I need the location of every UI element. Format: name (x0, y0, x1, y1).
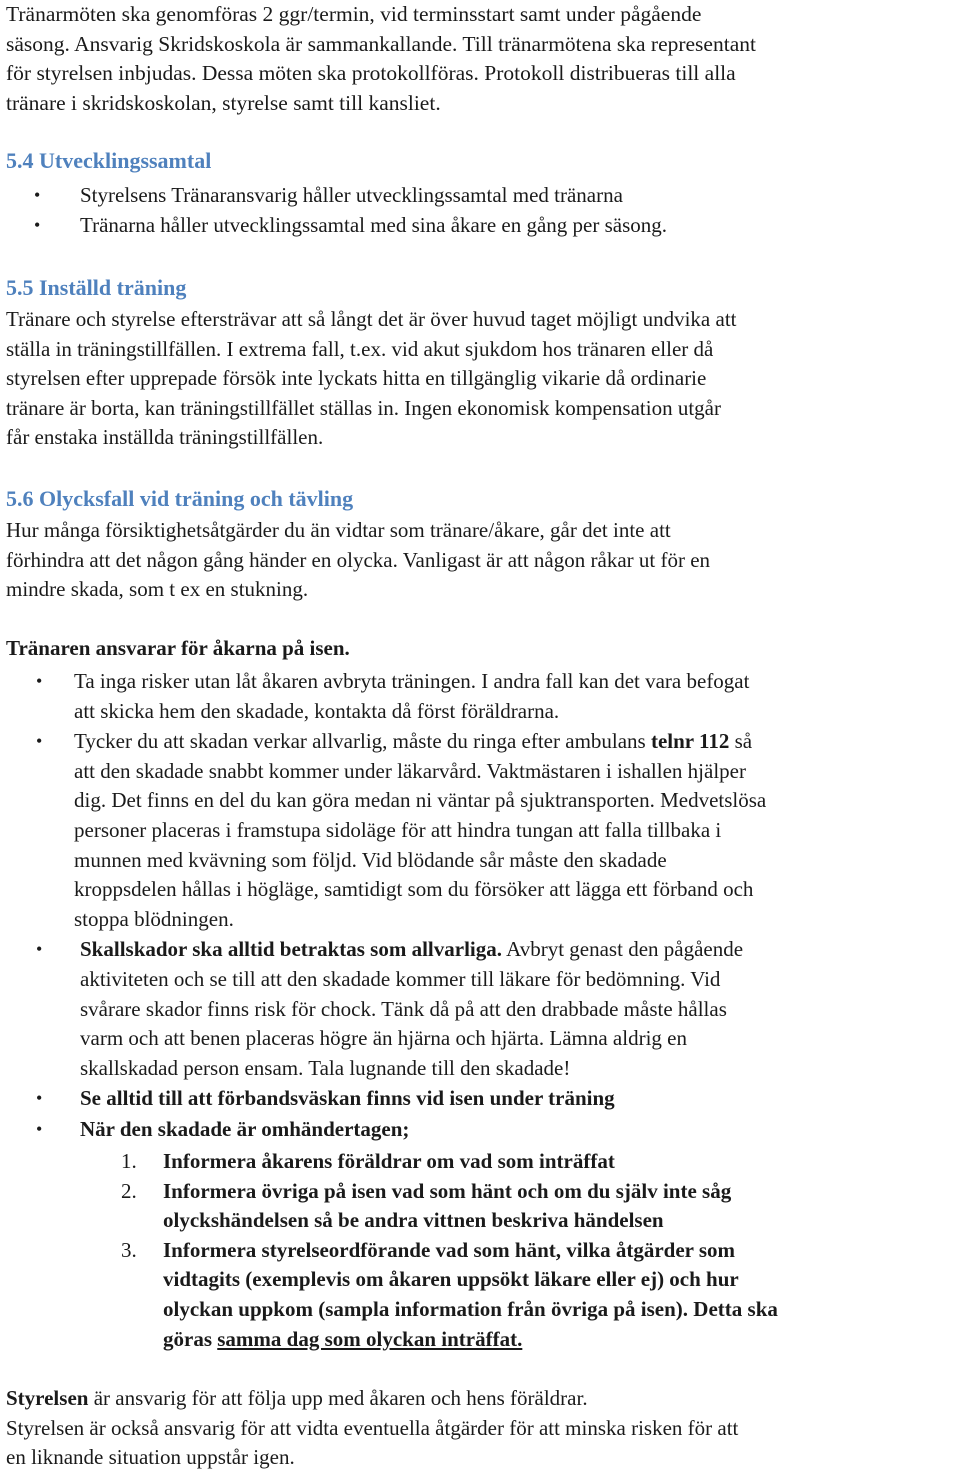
text-line: tränare är borta, kan träningstillfället ställas in. Ingen ekonomisk kompensation utgår (6, 395, 721, 420)
heading-5-4: 5.4 Utvecklingssamtal (6, 148, 212, 173)
list-item-text (163, 1325, 941, 1355)
list-item-text: munnen med kvävning som följd. Vid blödande sår måste den skadade (74, 847, 667, 872)
responsibility-heading: Tränaren ansvarar för åkarna på isen. (6, 636, 350, 660)
list-item (34, 211, 934, 241)
list-item-text: Informera åkarens föräldrar om vad som inträffat (163, 1149, 615, 1173)
bullet-icon: • (36, 731, 43, 752)
text-line: får enstaka inställda träningstillfällen. (6, 425, 324, 449)
list-item-text: skallskadad person ensam. Tala lugnande till den skadade! (80, 1055, 571, 1080)
list-item (6, 667, 960, 726)
list-item-text: svårare skador finns risk för chock. Tänk då på att den drabbade måste hållas (80, 996, 727, 1021)
bullet-icon: • (34, 214, 41, 235)
list-item-text: Informera övriga på isen vad som hänt och om du själv inte såg (163, 1178, 732, 1203)
list-item-text: kroppsdelen hållas i högläge, samtidigt som du försöker att lägga ett förband och (74, 877, 754, 902)
text-fragment: så (729, 729, 753, 754)
text-line: Tränare och styrelse eftersträvar att så långt det är över huvud taget möjligt undvika att (6, 307, 737, 331)
list-item-text: att skicka hem den skadade, kontakta då först föräldrarna. (74, 698, 560, 723)
list-item (121, 1236, 941, 1354)
list-item-text: olyckan uppkom (sampla information från övriga på isen). Detta ska (163, 1296, 778, 1321)
bullet-icon: • (36, 1088, 43, 1109)
list-item-text (80, 935, 960, 965)
list-5-6 (6, 667, 960, 1145)
list-item-text: Styrelsens Tränaransvarig håller utvecklingssamtal med tränarna (80, 183, 623, 207)
underlined-text: samma dag som olyckan inträffat. (217, 1326, 523, 1351)
emergency-number: telnr 112 (650, 729, 730, 754)
intro-line: Tränarmöten ska genomföras 2 ggr/termin, vid terminsstart samt under pågående (6, 2, 702, 26)
text-fragment: Tycker du att skadan verkar allvarlig, måste du ringa efter ambulans (74, 729, 651, 754)
list-item (121, 1177, 941, 1236)
step-number: 3. (121, 1237, 137, 1262)
list-item-text: Se alltid till att förbandsväskan finns vid isen under träning (80, 1086, 615, 1111)
text-line: Styrelsen är också ansvarig för att vidta eventuella åtgärder för att minska risken för att (6, 1415, 739, 1440)
list-item-text: Ta inga risker utan låt åkaren avbryta träningen. I andra fall kan det vara befogat (74, 669, 750, 693)
list-item-text: varm och att benen placeras högre än hjärna och hjärta. Lämna aldrig en (80, 1026, 687, 1051)
list-item-text: stoppa blödningen. (74, 906, 234, 931)
list-item-text: Informera styrelseordförande vad som hänt, vilka åtgärder som (163, 1237, 736, 1262)
text-line: mindre skada, som t ex en stukning. (6, 577, 309, 601)
list-item-text: vidtagits (exemplevis om åkaren uppsökt läkare eller ej) och hur (163, 1267, 739, 1292)
step-number: 1. (121, 1149, 137, 1173)
text-fragment: Avbryt genast den pågående (502, 937, 744, 962)
text-line: Hur många försiktighetsåtgärder du än vidtar som tränare/åkare, går det inte att (6, 518, 671, 542)
list-item (6, 935, 960, 1083)
text-line: en liknande situation uppstår igen. (6, 1445, 295, 1469)
list-item (6, 1115, 960, 1145)
text-line: förhindra att det någon gång händer en olycka. Vanligast är att någon råkar ut för en (6, 547, 711, 572)
board-paragraph (6, 1384, 956, 1473)
list-item-text (74, 727, 960, 757)
text-line (6, 1384, 956, 1414)
paragraph-5-6 (6, 516, 956, 605)
list-5-4 (34, 181, 934, 240)
heading-5-5: 5.5 Inställd träning (6, 275, 187, 300)
bullet-icon: • (36, 1118, 43, 1139)
bullet-icon: • (34, 185, 41, 205)
list-item (6, 727, 960, 934)
text-line: ställa in träningstillfällen. I extrema fall, t.ex. vid akut sjukdom hos tränaren eller då (6, 336, 714, 361)
list-item-text: olyckshändelsen så be andra vittnen beskriva händelsen (163, 1208, 664, 1233)
text-fragment: Styrelsen (6, 1386, 89, 1410)
intro-line: för styrelsen inbjudas. Dessa möten ska protokollföras. Protokoll distribueras till alla (6, 61, 736, 85)
list-item-text: personer placeras i framstupa sidoläge för att hindra tungan att falla tillbaka i (74, 817, 722, 842)
bullet-icon: • (36, 671, 43, 691)
step-number: 2. (121, 1178, 137, 1203)
intro-paragraph (6, 0, 951, 118)
intro-line: säsong. Ansvarig Skridskoskola är sammankallande. Till tränarmötena ska representant (6, 31, 756, 56)
paragraph-5-5 (6, 305, 956, 453)
list-item (121, 1147, 941, 1177)
list-item-text: aktiviteten och se till att den skadade kommer till läkare för bedömning. Vid (80, 966, 721, 991)
heading-5-6: 5.6 Olycksfall vid träning och tävling (6, 486, 354, 511)
list-item-text: att den skadade snabbt kommer under läkarvård. Vaktmästaren i ishallen hjälper (74, 758, 746, 783)
text-fragment: Skallskador ska alltid betraktas som allvarliga. (80, 937, 503, 962)
bullet-icon: • (36, 939, 43, 960)
list-item-text: dig. Det finns en del du kan göra medan ni väntar på sjuktransporten. Medvetslösa (74, 788, 767, 813)
text-fragment: göras (163, 1326, 218, 1351)
text-line: styrelsen efter upprepade försök inte lyckats hitta en tillgänglig vikarie då ordinarie (6, 366, 707, 390)
list-item-text: Tränarna håller utvecklingssamtal med sina åkare en gång per säsong. (80, 212, 668, 237)
list-item (34, 181, 934, 211)
text-fragment: är ansvarig för att följa upp med åkaren och hens föräldrar. (88, 1386, 588, 1410)
list-item (6, 1084, 960, 1114)
numbered-steps (121, 1147, 941, 1354)
list-item-text: När den skadade är omhändertagen; (80, 1116, 410, 1141)
intro-line: tränare i skridskoskolan, styrelse samt till kansliet. (6, 90, 441, 115)
